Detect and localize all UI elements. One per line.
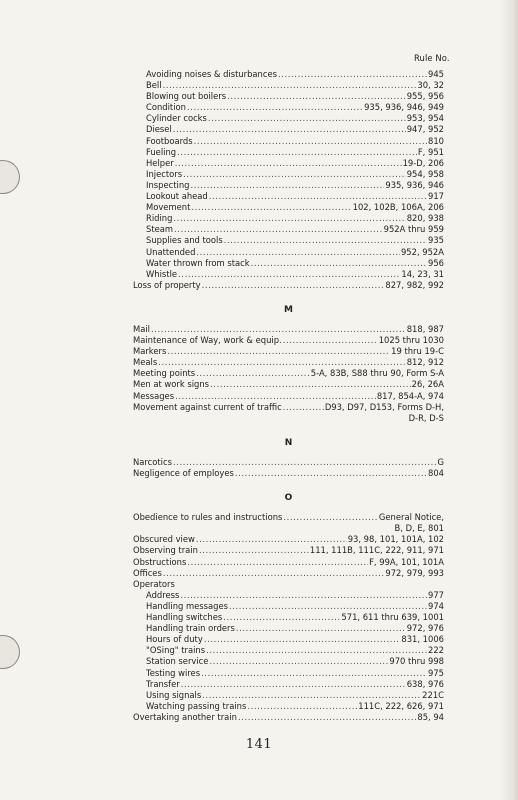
dot-leader [251,258,427,269]
entry-term: Using signals [146,689,202,700]
dot-leader [178,269,400,280]
entry-term: Fueling [146,146,177,157]
section-letter-n: N [284,437,293,448]
entry-rule-ref: 917 [428,191,444,202]
entry-rule-ref: 818, 987 [406,323,444,334]
entry-term: Testing wires [146,667,201,678]
index-subentry [133,235,444,246]
index-subentry [133,113,444,124]
dot-leader [202,280,385,291]
entry-rule-ref: 30, 32 [417,80,444,91]
dot-leader [190,180,384,191]
entry-rule-ref: 804 [428,468,444,478]
entry-rule-ref: 935 [428,235,444,246]
dot-leader [167,346,390,357]
dot-leader [235,468,427,479]
index-subentry [133,102,444,113]
entry-term: Handling train orders [146,623,235,634]
dot-leader [278,69,427,80]
entry-term: Offices [133,567,162,578]
section-o-entries [133,512,444,579]
entry-rule-ref: 19 thru 19-C [391,346,444,357]
entry-term: Bell [146,80,162,91]
entry-term: Mail [133,323,151,334]
dot-leader [196,247,400,258]
entry-term: Negligence of employes [133,468,234,478]
entry-term: Riding [146,213,173,224]
rule-no-header: Rule No. [414,53,450,63]
dot-leader [191,202,351,213]
entry-rule-ref: 975 [428,667,444,678]
entry-term: Narcotics [133,456,172,467]
dot-leader [194,136,427,147]
dot-leader [224,235,427,246]
entry-term: Meeting points [133,368,196,379]
index-subentry [133,269,444,280]
dot-leader [181,679,406,690]
dot-leader [196,368,310,379]
entry-rule-ref: 638, 976 [406,678,444,689]
index-entry [133,346,444,357]
section-letter-o: O [284,493,293,504]
index-subentry [133,124,444,135]
dot-leader [210,379,411,390]
index-list [133,69,444,723]
entry-rule-ref: 974 [428,600,444,611]
dot-leader [209,656,388,667]
index-subentry [133,202,444,213]
dot-leader [227,91,406,102]
entry-rule-ref: G [437,456,444,467]
entry-term: Movement [146,202,191,213]
entry-term: Blowing out boilers [146,91,227,102]
index-subentry [133,590,444,601]
index-subentry [133,180,444,191]
index-subentry [133,191,444,202]
dot-leader [163,80,417,91]
entry-term: Overtaking another train [133,711,237,722]
entry-term: Cylinder cocks [146,113,207,124]
dot-leader [173,457,437,468]
dot-leader [208,113,406,124]
entry-rule-ref: 85, 94 [417,711,444,722]
entry-rule-ref: 956 [428,257,444,268]
dot-leader [283,512,378,523]
dot-leader [177,147,417,158]
entry-term: Obscured view [133,534,195,545]
index-entry [133,468,444,479]
entry-term: "OSing" trains [146,645,206,656]
dot-leader [238,712,416,723]
entry-term: Handling switches [146,612,223,623]
entry-rule-ref: 817, 854-A, 974 [376,390,444,401]
entry-term: Injectors [146,168,183,179]
index-subentry [133,147,444,158]
entry-term: Maintenance of Way, work & equip. [133,335,282,346]
entry-rule-ref: 954, 958 [406,168,444,179]
index-entry [133,357,444,368]
entry-term: Movement against current of traffic [133,401,282,412]
entry-rule-ref: 972, 979, 993 [385,567,444,578]
entry-rule-ref: 19-D, 206 [402,157,444,168]
index-subentry [133,258,444,269]
operators-heading [133,579,444,590]
index-subentry [133,80,444,91]
entry-rule-ref: 827, 982, 992 [385,279,444,290]
dot-leader [196,534,347,545]
dot-leader [174,224,383,235]
dot-leader [187,102,363,113]
index-subentry [133,668,444,679]
section-n-entries [133,457,444,479]
index-subentry [133,612,444,623]
index-subentry [133,601,444,612]
dot-leader [173,213,405,224]
entry-term: Markers [133,346,167,357]
dot-leader [283,402,324,413]
entry-term: Messages [133,390,175,401]
section-letter-m: M [284,304,293,315]
index-entry [133,324,444,335]
entry-rule-ref: F, 99A, 101, 101A [369,556,444,567]
index-entry [133,335,444,346]
entry-rule-ref: General Notice, [378,512,444,523]
entry-term: Diesel [146,124,172,135]
dot-leader [175,391,376,402]
entry-rule-ref-continued: B, D, E, 801 [394,523,444,534]
entry-rule-ref: 952A thru 959 [383,224,444,235]
entry-term: Men at work signs [133,379,210,390]
entry-term: Meals [133,357,158,368]
index-entry [133,402,444,413]
entry-rule-ref: 810 [428,135,444,146]
entry-term: Water thrown from stack [146,257,250,268]
dot-leader [229,601,427,612]
index-entry [133,568,444,579]
entry-term: Address [146,589,180,600]
index-subentry [133,158,444,169]
entry-term: Handling messages [146,600,228,611]
entry-rule-ref: 955, 956 [406,91,444,102]
dot-leader [180,590,427,601]
entry-rule-ref: 93, 98, 101, 101A, 102 [347,534,444,545]
entry-rule-ref-continued: D-R, D-S [408,412,444,423]
index-entry [133,557,444,568]
index-entry [133,512,444,523]
dot-leader [183,169,406,180]
index-subentry [133,645,444,656]
page-number: 141 [245,737,273,752]
binder-hole-top [0,160,20,194]
dot-leader [283,335,378,346]
index-subentry [133,679,444,690]
section-m-entries [133,324,444,424]
index-entry [133,280,444,291]
entry-rule-ref: 831, 1006 [401,634,444,645]
entry-term: Station service [146,656,209,667]
binder-hole-bottom [0,635,20,669]
entry-term: Steam [146,224,174,235]
index-entry [133,545,444,556]
entry-term: Supplies and tools [146,235,223,246]
entry-rule-ref: 111, 111B, 111C, 222, 911, 971 [309,545,444,556]
index-subentry [133,690,444,701]
entry-rule-ref: 221C [422,689,444,700]
entry-rule-ref: 5-A, 83B, S88 thru 90, Form S-A [310,368,444,379]
entry-term: Condition [146,102,186,113]
index-entry [133,534,444,545]
entry-term: Observing train [133,545,198,556]
entry-rule-ref: 947, 952 [406,124,444,135]
entry-term: Obstructions [133,556,187,567]
entry-term: Hours of duty [146,634,203,645]
index-subentry [133,224,444,235]
entry-rule-ref: 102, 102B, 106A, 206 [352,202,444,213]
entry-rule-ref: 571, 611 thru 639, 1001 [341,612,444,623]
page-edge-shadow [500,0,518,800]
dot-leader [187,557,368,568]
index-subentry [133,91,444,102]
dot-leader [204,634,401,645]
entry-rule-ref: D93, D97, D153, Forms D-H, [324,401,444,412]
index-subentry [133,69,444,80]
index-entry [133,712,444,723]
entry-rule-ref: 111C, 222, 626, 971 [358,700,444,711]
index-subentry [133,247,444,258]
index-entry [133,368,444,379]
dot-leader [236,623,406,634]
entry-term: Unattended [146,246,196,257]
dot-leader [151,324,406,335]
entry-rule-ref: 812, 912 [406,357,444,368]
index-subentry [133,701,444,712]
section-l-subentries [133,69,444,280]
entry-term: Operators [133,578,175,589]
entry-rule-ref: 935, 936, 946 [385,179,444,190]
dot-leader [223,612,340,623]
dot-leader [206,645,427,656]
index-entry [133,379,444,390]
entry-term: Whistle [146,268,178,279]
entry-term: Watching passing trains [146,700,247,711]
entry-rule-ref: F, 951 [417,146,444,157]
index-subentry [133,136,444,147]
entry-rule-ref: 953, 954 [406,113,444,124]
entry-term: Avoiding noises & disturbances [146,69,277,79]
dot-leader [209,191,427,202]
index-subentry [133,623,444,634]
dot-leader [158,357,406,368]
operators-subentries [133,590,444,712]
entry-rule-ref: 222 [428,645,444,656]
entry-rule-ref: 26, 26A [411,379,444,390]
entry-term: Obedience to rules and instructions [133,512,283,523]
entry-term: Inspecting [146,179,190,190]
dot-leader [175,158,402,169]
entry-rule-ref: 977 [428,589,444,600]
entry-term: Loss of property [133,279,201,290]
entry-term: Footboards [146,135,193,146]
entry-rule-ref: 972, 976 [406,623,444,634]
index-entry [133,457,444,468]
entry-term: Helper [146,157,174,168]
entry-rule-ref: 935, 936, 946, 949 [364,102,444,113]
entry-term: Transfer [146,678,180,689]
entry-term: Lookout ahead [146,191,208,202]
dot-leader [201,668,427,679]
index-subentry [133,656,444,667]
index-subentry [133,634,444,645]
dot-leader [163,568,385,579]
index-subentry [133,213,444,224]
entry-rule-ref: 820, 938 [406,213,444,224]
index-entry [133,391,444,402]
entry-rule-ref: 1025 thru 1030 [378,335,444,346]
dot-leader [199,545,309,556]
entry-rule-ref: 970 thru 998 [389,656,444,667]
entry-rule-ref: 945 [428,69,444,79]
dot-leader [173,124,406,135]
entry-rule-ref: 14, 23, 31 [401,268,444,279]
dot-leader [247,701,357,712]
entry-rule-ref: 952, 952A [400,246,444,257]
dot-leader [202,690,421,701]
index-subentry [133,169,444,180]
